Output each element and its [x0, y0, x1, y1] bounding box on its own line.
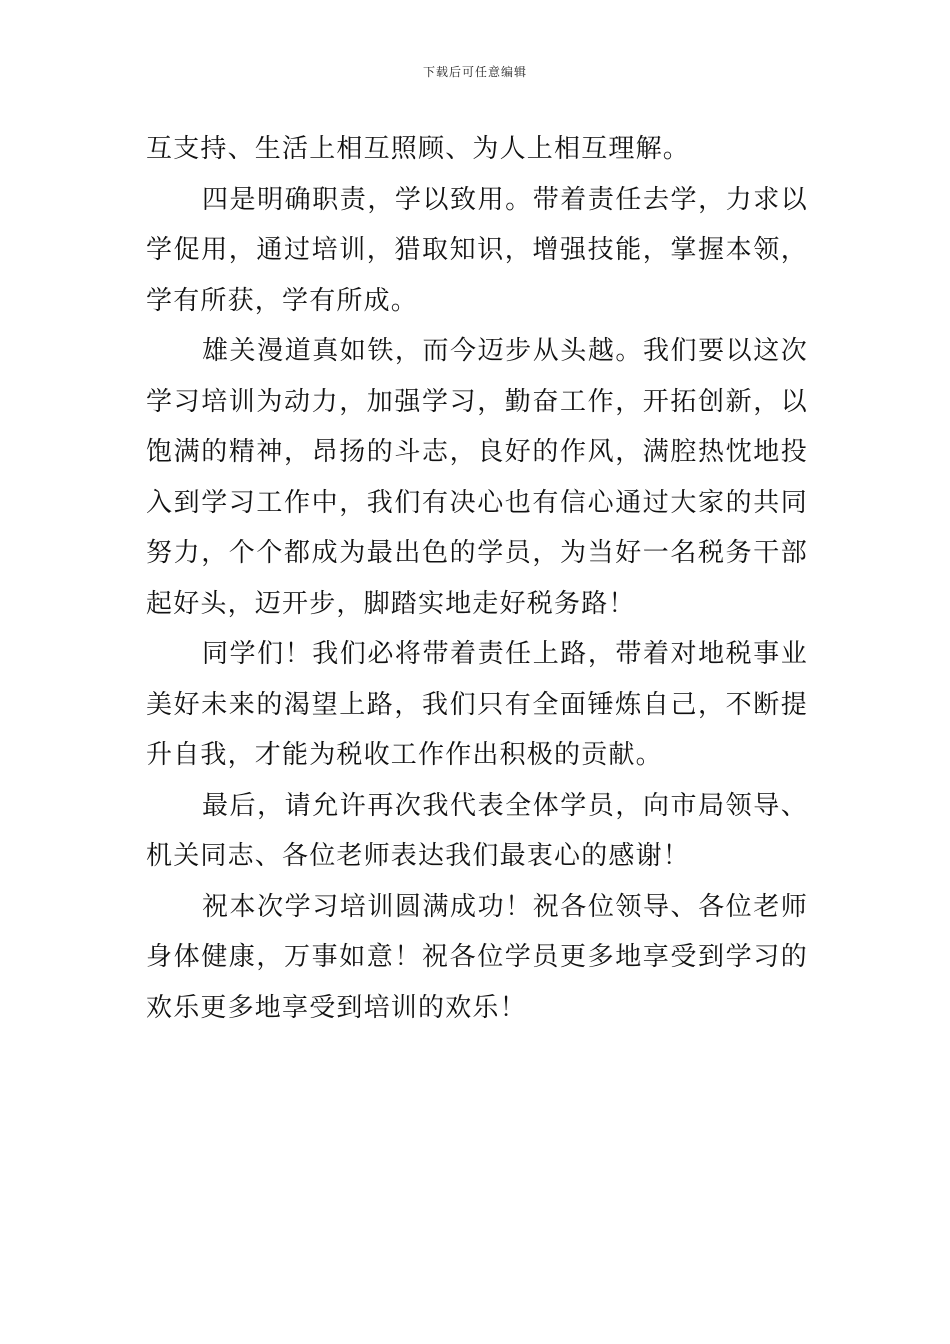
paragraph-continuation: 互支持、生活上相互照顾、为人上相互理解。 [146, 134, 691, 164]
page-header-note: 下载后可任意编辑 [422, 65, 527, 79]
paragraph-motivation: 雄关漫道真如铁，而今迈步从头越。我们要以这次学习培训为动力，加强学习，勤奋工作，开拓创新，以饱满的精神，昂扬的斗志，良好的作风，满腔热忱地投入到学习工作中，我们有决心也有信心通过大家的共同努力，个个都成为最出色的学员，为当好一名税务干部起好头，迈开步，脚踏实地走好税务路！ [146, 336, 808, 619]
paragraph-wishes: 祝本次学习培训圆满成功！祝各位领导、各位老师身体健康，万事如意！祝各位学员更多地享受到学习的欢乐更多地享受到培训的欢乐！ [146, 891, 808, 1023]
document-body [146, 124, 808, 1033]
paragraph-duties: 四是明确职责，学以致用。带着责任去学，力求以学促用，通过培训，猎取知识，增强技能，掌握本领，学有所获，学有所成。 [146, 184, 808, 316]
paragraph-thanks: 最后，请允许再次我代表全体学员，向市局领导、机关同志、各位老师表达我们最衷心的感谢！ [146, 790, 808, 871]
paragraph-classmates: 同学们！我们必将带着责任上路，带着对地税事业美好未来的渴望上路，我们只有全面锤炼自己，不断提升自我，才能为税收工作作出积极的贡献。 [146, 639, 808, 770]
